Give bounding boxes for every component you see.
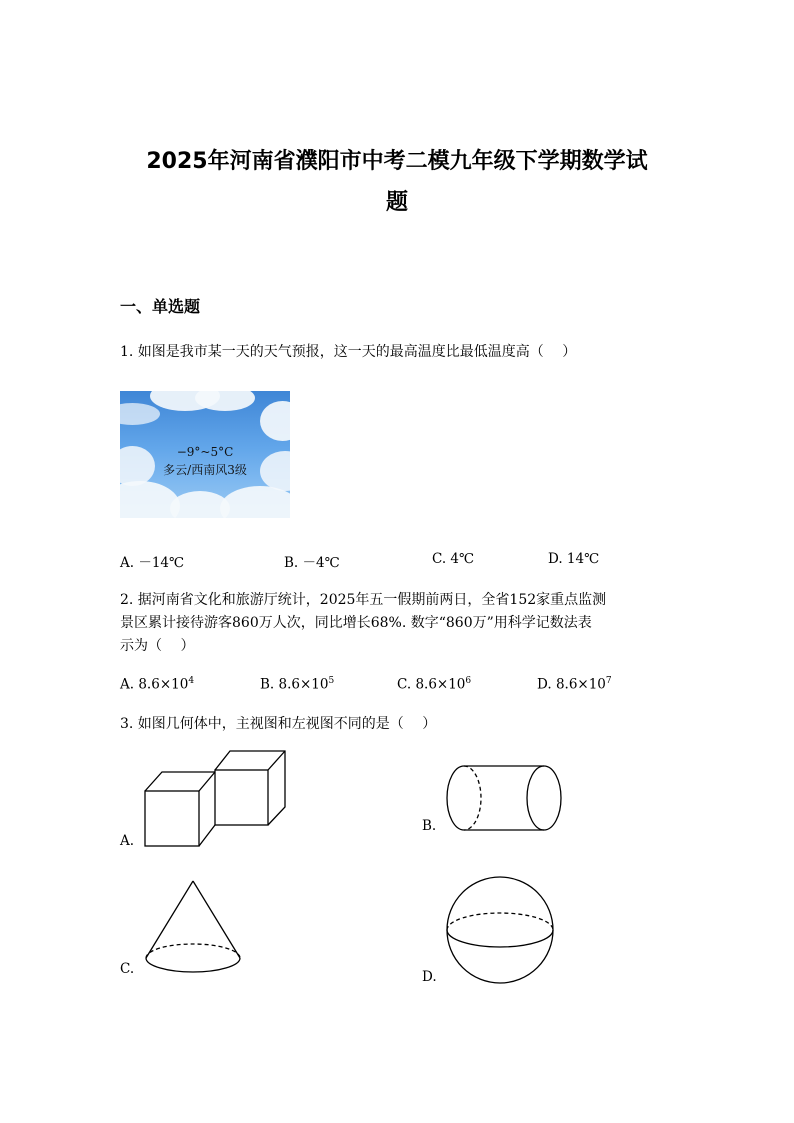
weather-forecast-image	[120, 391, 290, 518]
question-1-text: 1. 如图是我市某一天的天气预报，这一天的最高温度比最低温度高（ ）	[120, 344, 577, 360]
cone-figure	[140, 878, 250, 976]
q2-option-b-exponent: 5	[328, 676, 335, 686]
q1-option-c: C. 4℃	[432, 551, 475, 567]
q2-option-a-base: 8.6×10	[138, 676, 189, 693]
question-2-line3: 示为（ ）	[120, 638, 195, 654]
question-3-text: 3. 如图几何体中，主视图和左视图不同的是（ ）	[120, 716, 437, 732]
q3-option-c-label: C.	[120, 961, 135, 977]
q2-option-c-exponent: 6	[465, 676, 472, 686]
q1-option-d: D. 14℃	[548, 551, 600, 567]
q2-option-b-base: 8.6×10	[278, 676, 329, 693]
question-2-line1: 2. 据河南省文化和旅游厅统计，2025年五一假期前两日，全省152家重点监测	[120, 592, 607, 608]
q1-option-a: A. －14℃	[120, 555, 185, 571]
cylinder-figure	[444, 762, 564, 834]
document-title-continued: 题	[385, 190, 408, 215]
q2-option-a-exponent: 4	[188, 676, 195, 686]
q2-option-c	[397, 676, 471, 693]
question-2-line2: 景区累计接待游客860万人次，同比增长68%. 数字“860万”用科学记数法表	[120, 615, 592, 631]
q2-option-a-label: A.	[120, 676, 135, 693]
document-title: 2025年河南省濮阳市中考二模九年级下学期数学试	[146, 149, 648, 174]
section-heading: 一、单选题	[120, 297, 201, 316]
q2-option-d-exponent: 7	[605, 676, 612, 686]
q2-option-c-label: C.	[397, 676, 412, 693]
q3-option-a-label: A.	[120, 833, 135, 849]
q2-option-a	[120, 676, 194, 693]
q2-option-b-label: B.	[260, 676, 275, 693]
q1-option-b: B. －4℃	[284, 555, 340, 571]
q2-option-c-base: 8.6×10	[415, 676, 466, 693]
q3-option-d-label: D.	[422, 969, 437, 985]
sphere-figure	[444, 874, 556, 986]
weather-condition: 多云/西南风3级	[163, 463, 247, 477]
q2-option-b	[260, 676, 334, 693]
q2-option-d	[537, 676, 612, 693]
weather-temperature: −9°~5°C	[176, 445, 234, 459]
q2-option-d-base: 8.6×10	[555, 676, 606, 693]
q3-option-b-label: B.	[422, 818, 437, 834]
q2-option-d-label: D.	[537, 676, 552, 693]
two-cubes-figure	[140, 745, 290, 850]
